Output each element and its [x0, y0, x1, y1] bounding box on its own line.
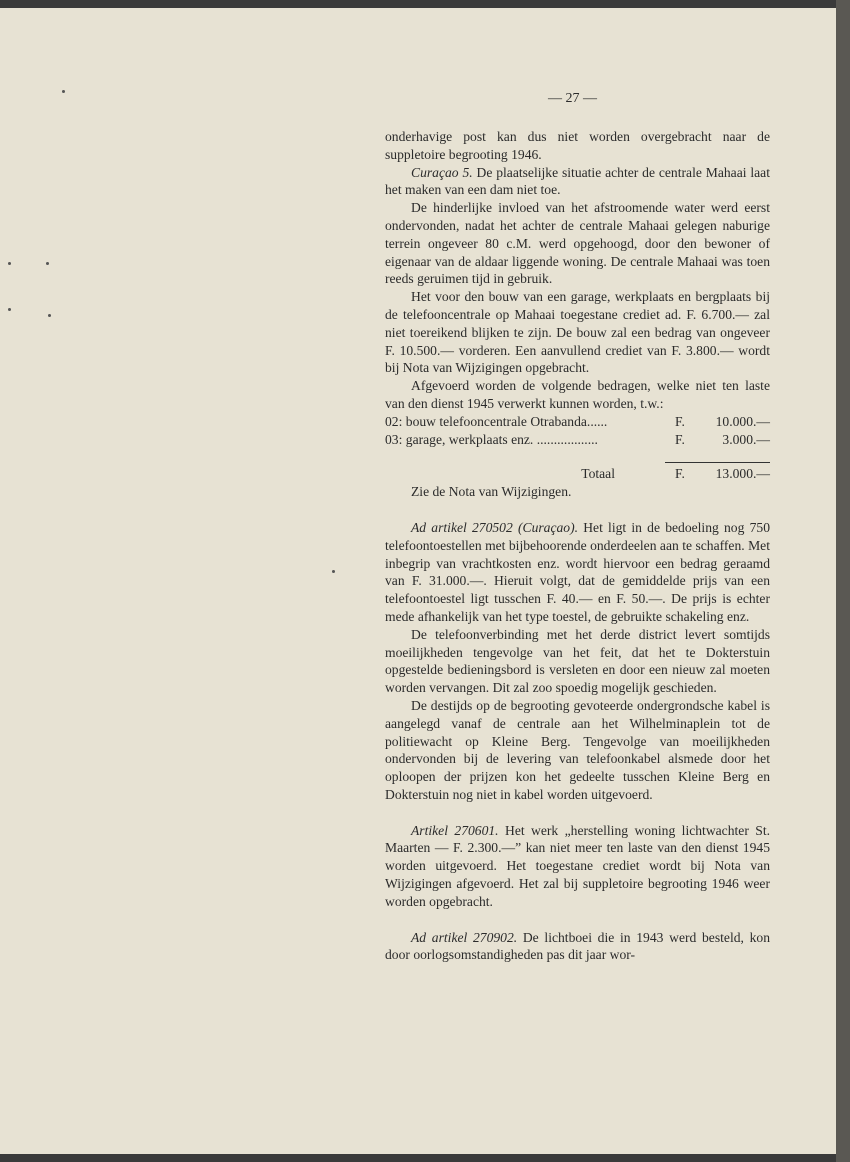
amount-row [385, 413, 770, 431]
paragraph-heading: Ad artikel 270502 (Curaçao). [411, 519, 579, 535]
amount-row [385, 431, 770, 449]
paragraph-heading: Curaçao 5. [411, 164, 473, 180]
scan-speck [8, 262, 11, 265]
paragraph-text: De plaatselijke situatie achter de centrale Mahaai laat het maken van een dam niet toe. [385, 164, 770, 198]
page-number: — 27 — [548, 91, 597, 106]
amount-label: 03: garage, werkplaats enz. .................. [385, 431, 598, 447]
paragraph: De telefoonverbinding met het derde district levert somtijds moeilijkheden tengevolge van het feit, dat het te Dokterstuin opgestelde bedieningsbord is versleten en door een nieuw zal moeten worden vervangen. Dit zal zoo spoedig mogelijk geschieden. [385, 626, 770, 696]
paragraph: Het voor den bouw van een garage, werkplaats en bergplaats bij de telefooncentrale op Mahaai toegestane crediet ad. F. 6.700.— zal niet toereikend blijken te zijn. De bouw zal een bedrag van ongeveer F. 10.500.— vorderen. Een aanvullend crediet van F. 3.800.— wordt bij Nota van Wijzigingen opgebracht. [385, 289, 770, 376]
scan-speck [62, 90, 65, 93]
paragraph-text: Het werk „herstelling woning lichtwachter St. Maarten — F. 2.300.—” kan niet meer ten laste van den dienst 1945 worden uitgevoerd. Het toegestane crediet wordt bij Nota van Wijzigingen afgevoerd. Het zal bij suppletoire begrooting 1946 weer worden opgebracht. [385, 822, 770, 909]
body-text [385, 92, 770, 964]
total-currency: F. [675, 466, 685, 482]
total-label: Totaal [581, 466, 615, 482]
paragraph: De hinderlijke invloed van het afstroomende water werd eerst ondervonden, nadat het achter de centrale Mahaai gelegen naburige terrein ongeveer 80 c.M. werd opgehoogd, door den bewoner of eigenaar van de aldaar liggende woning. De centrale Mahaai was toen reeds geruimen tijd in gebruik. [385, 200, 770, 287]
total-rule [665, 462, 770, 463]
paragraph: De destijds op de begrooting gevoteerde ondergrondsche kabel is aangelegd vanaf de centrale aan het Wilhelminaplein tot de politiewacht op Kleine Berg. Tengevolge van moeilijkheden ondervonden bij de levering van telefoonkabel alsmede door het oploopen der prijzen kon het gedeelte tusschen Kleine Berg en Dokterstuin nog niet in kabel worden uitgevoerd. [385, 697, 770, 802]
amount-value: 10.000.— [715, 413, 770, 429]
amount-currency: F. [675, 413, 685, 429]
paragraph-heading: Ad artikel 270902. [411, 929, 518, 945]
paragraph-heading: Artikel 270601. [411, 822, 499, 838]
amount-currency: F. [675, 431, 685, 447]
paragraph [385, 822, 770, 911]
paragraph-text: Het ligt in de bedoeling nog 750 telefoontoestellen met bijbehoorende onderdeelen aan te schaffen. Met inbegrip van vrachtkosten enz. wordt hiervoor een bedrag geraamd van F. 31.000.—. Hieruit volgt, dat de gemiddelde prijs van een telefoontoestel ligt tusschen F. 40.— en F. 50.—. De prijs is echter mede afhankelijk van het type toestel, de gebruikte schakeling enz. [385, 519, 770, 624]
total-value: 13.000.— [715, 466, 770, 482]
paragraph: Afgevoerd worden de volgende bedragen, welke niet ten laste van den dienst 1945 verwerkt kunnen worden, t.w.: [385, 378, 770, 411]
paragraph [385, 929, 770, 965]
amount-value: 3.000.— [722, 431, 770, 447]
page-edge [836, 0, 850, 1162]
paragraph: onderhavige post kan dus niet worden overgebracht naar de suppletoire begrooting 1946. [385, 129, 770, 162]
paragraph: Zie de Nota van Wijzigingen. [411, 484, 572, 500]
paragraph [385, 164, 770, 200]
amount-label: 02: bouw telefooncentrale Otrabanda...... [385, 413, 608, 429]
scan-speck [8, 308, 11, 311]
scan-speck [48, 314, 51, 317]
paragraph-text: De lichtboei die in 1943 werd besteld, kon door oorlogsomstandigheden pas dit jaar wor- [385, 929, 770, 963]
total-row [385, 465, 770, 483]
scan-speck [46, 262, 49, 265]
scan-speck [332, 570, 335, 573]
paragraph [385, 519, 770, 626]
